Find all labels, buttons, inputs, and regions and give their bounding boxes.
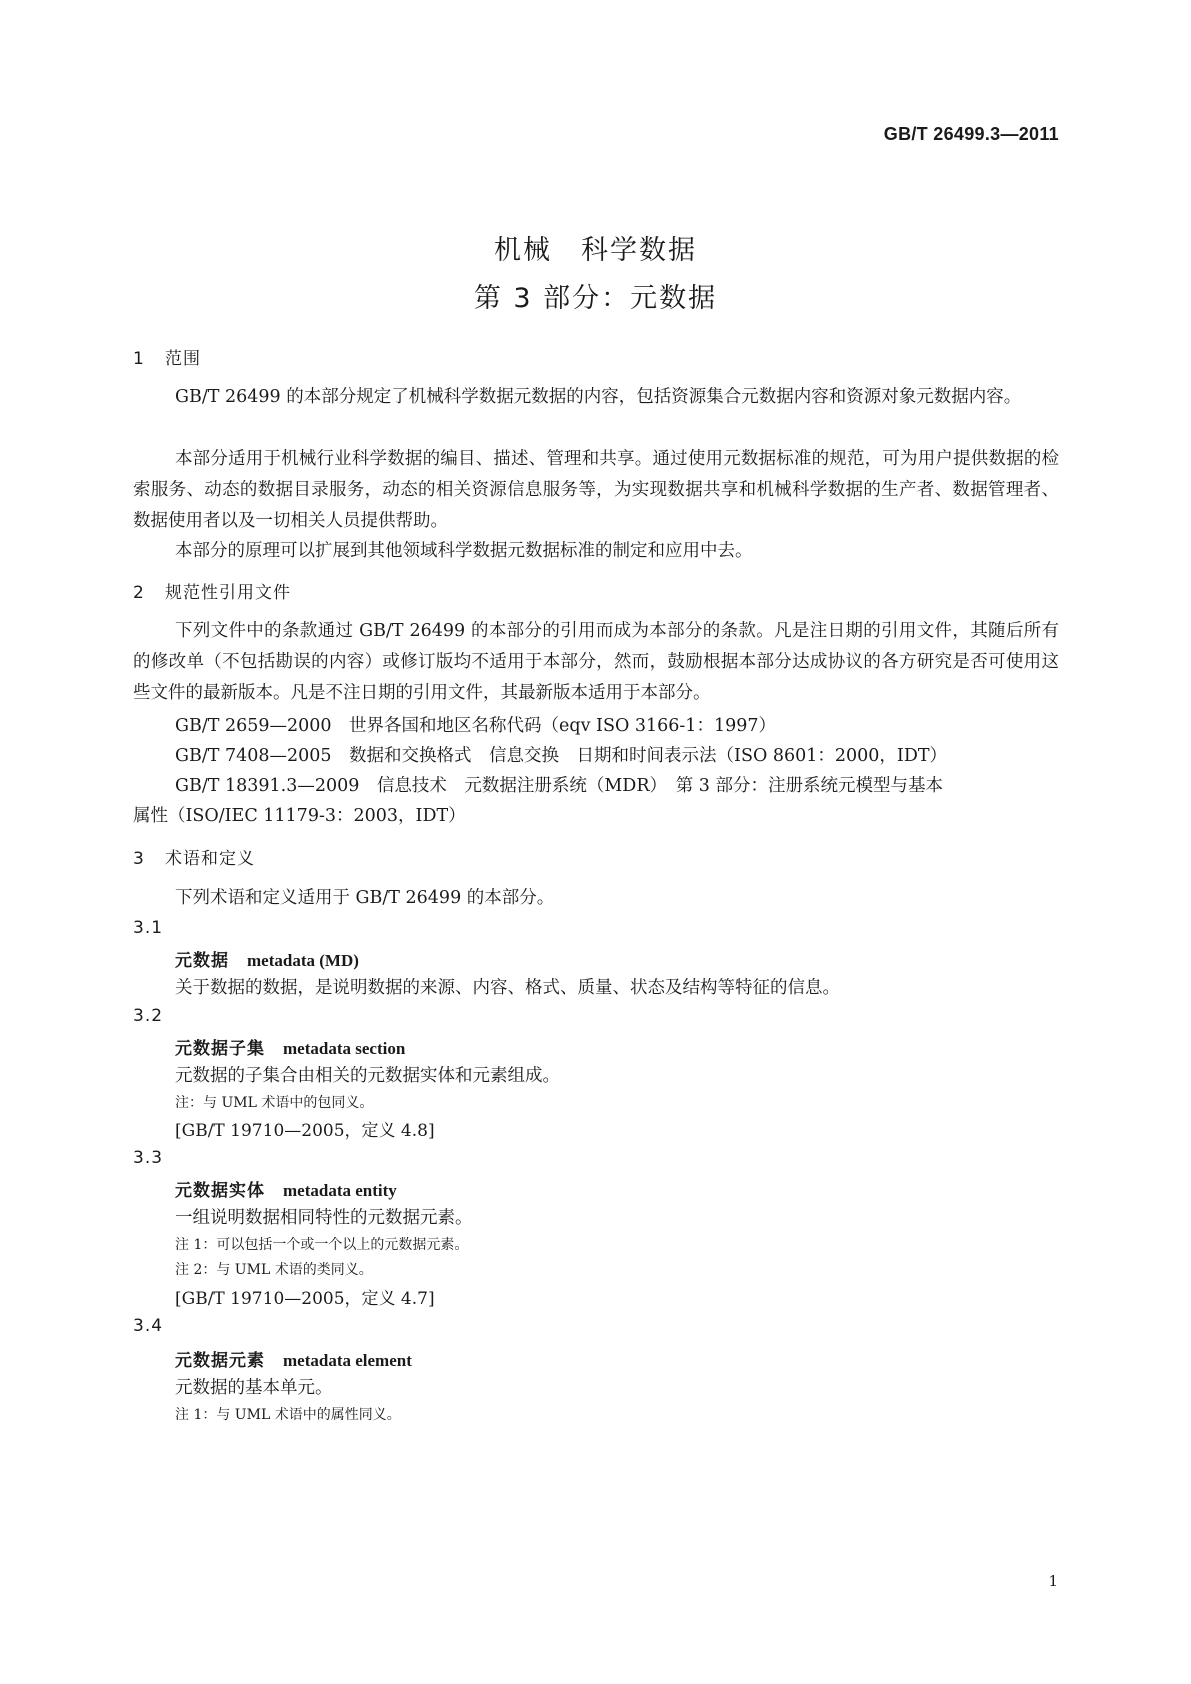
term-definition: 关于数据的数据，是说明数据的来源、内容、格式、质量、状态及结构等特征的信息。	[175, 978, 840, 998]
reference-item: GB/T 18391.3—2009 信息技术 元数据注册系统（MDR） 第 3 部分：注册系统元模型与基本	[175, 776, 944, 796]
section-1-paragraph-1: GB/T 26499 的本部分规定了机械科学数据元数据的内容，包括资源集合元数据内容和资源对象元数据内容。	[175, 387, 1022, 407]
term-entry	[175, 1346, 412, 1371]
standard-code: GB/T 26499.3—2011	[883, 124, 1059, 144]
term-zh: 元数据	[175, 951, 229, 971]
term-zh: 元数据子集	[175, 1039, 265, 1059]
term-note: 注：与 UML 术语中的包同义。	[175, 1095, 374, 1111]
section-1-paragraph-2: 本部分适用于机械行业科学数据的编目、描述、管理和共享。通过使用元数据标准的规范，可为用户提供数据的检索服务、动态的数据目录服务，动态的相关资源信息服务等，为实现数据共享和机械科学数据的生产者、数据管理者、数据使用者以及一切相关人员提供帮助。	[133, 449, 1059, 531]
clause-number: 3.2	[133, 1006, 164, 1026]
term-source: [GB/T 19710—2005，定义 4.7]	[175, 1289, 435, 1309]
term-note: 注 2：与 UML 术语的类同义。	[175, 1262, 373, 1278]
document-title: 机械 科学数据	[494, 235, 697, 266]
term-entry	[175, 1176, 397, 1201]
document-subtitle: 第 3 部分：元数据	[473, 283, 718, 314]
section-3-intro: 下列术语和定义适用于 GB/T 26499 的本部分。	[175, 888, 555, 908]
page-number: 1	[1048, 1572, 1058, 1590]
section-number: 3	[133, 849, 145, 869]
section-number: 1	[133, 349, 145, 369]
section-title: 规范性引用文件	[165, 583, 291, 603]
term-note: 注 1：与 UML 术语中的属性同义。	[175, 1407, 401, 1423]
term-definition: 一组说明数据相同特性的元数据元素。	[175, 1208, 473, 1228]
term-entry	[175, 946, 359, 971]
section-1-heading	[133, 344, 201, 369]
section-3-heading	[133, 844, 255, 869]
section-title: 术语和定义	[165, 849, 255, 869]
term-source: [GB/T 19710—2005，定义 4.8]	[175, 1121, 435, 1141]
term-en: metadata entity	[283, 1181, 397, 1200]
clause-number: 3.4	[133, 1316, 164, 1336]
term-entry	[175, 1034, 405, 1059]
clause-number: 3.1	[133, 918, 164, 938]
term-note: 注 1：可以包括一个或一个以上的元数据元素。	[175, 1237, 469, 1253]
reference-item: GB/T 7408—2005 数据和交换格式 信息交换 日期和时间表示法（ISO 8601：2000，IDT）	[175, 746, 948, 766]
section-title: 范围	[165, 349, 201, 369]
term-zh: 元数据实体	[175, 1181, 265, 1201]
section-2-heading	[133, 578, 291, 603]
term-en: metadata (MD)	[247, 951, 359, 970]
term-definition: 元数据的基本单元。	[175, 1378, 333, 1398]
section-1-paragraph-3: 本部分的原理可以扩展到其他领域科学数据元数据标准的制定和应用中去。	[175, 541, 753, 561]
clause-number: 3.3	[133, 1148, 164, 1168]
term-definition: 元数据的子集合由相关的元数据实体和元素组成。	[175, 1066, 560, 1086]
reference-item-continued: 属性（ISO/IEC 11179-3：2003，IDT）	[133, 806, 466, 826]
term-en: metadata section	[283, 1039, 406, 1058]
section-2-paragraph-1: 下列文件中的条款通过 GB/T 26499 的本部分的引用而成为本部分的条款。凡是注日期的引用文件，其随后所有的修改单（不包括勘误的内容）或修订版均不适用于本部分，然而，鼓励根据本部分达成协议的各方研究是否可使用这些文件的最新版本。凡是不注日期的引用文件，其最新版本适用于本部分。	[133, 621, 1059, 703]
term-zh: 元数据元素	[175, 1351, 265, 1371]
section-number: 2	[133, 583, 145, 603]
term-en: metadata element	[283, 1351, 412, 1370]
reference-item: GB/T 2659—2000 世界各国和地区名称代码（eqv ISO 3166-1：1997）	[175, 716, 776, 736]
